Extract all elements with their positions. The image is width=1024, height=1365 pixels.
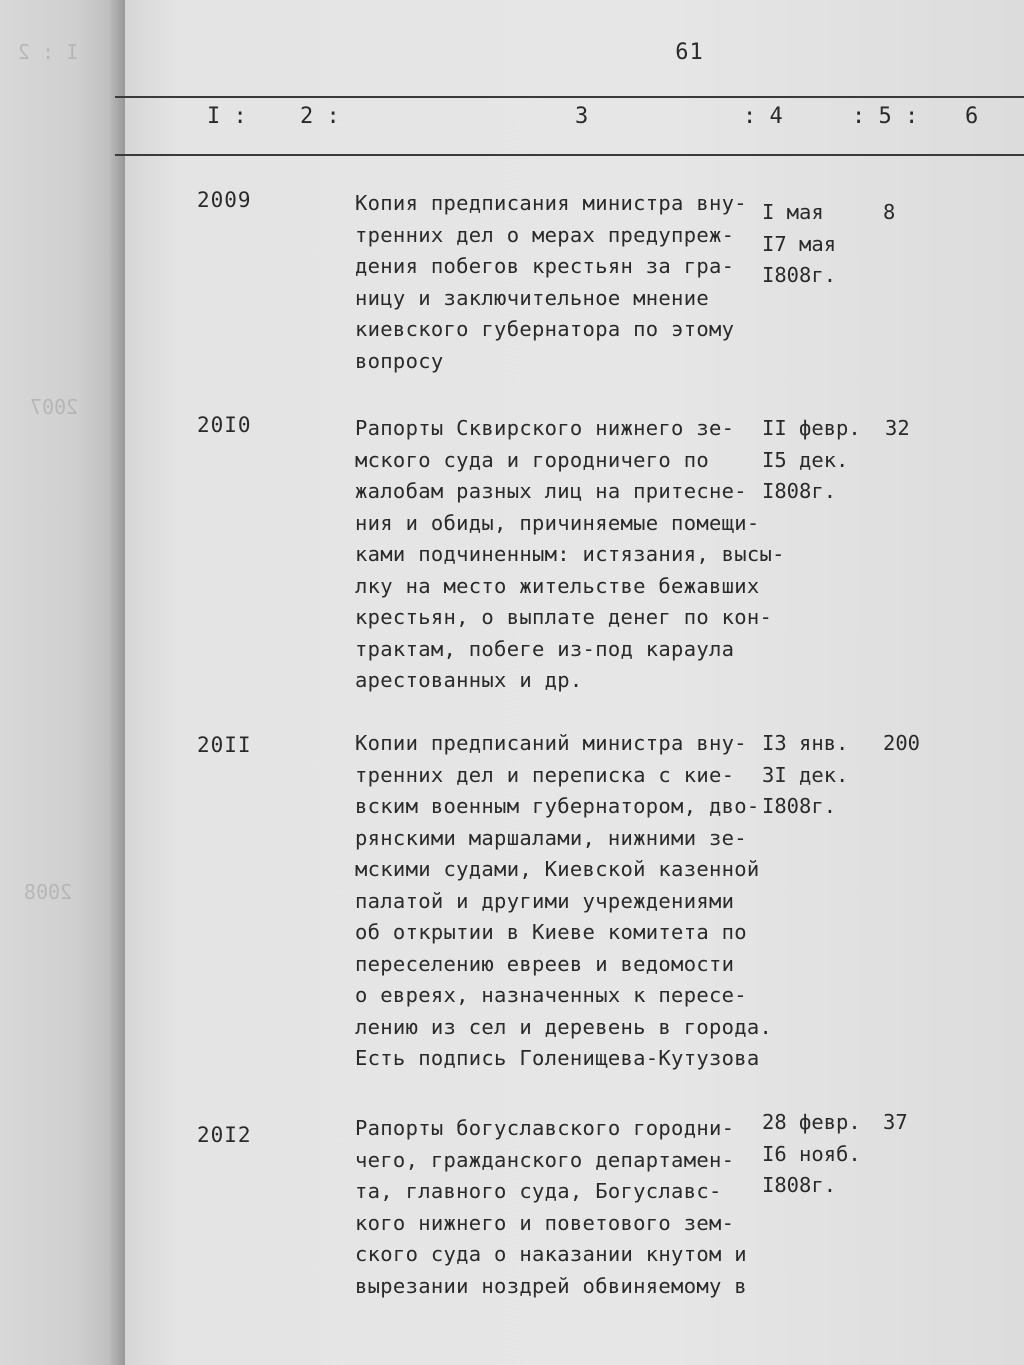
entry-description [355,188,775,377]
description-line: вопросу [355,348,444,373]
entry-sheet-count: 32 [885,416,910,440]
description-line: жалобам разных лиц на притесне- [355,479,747,503]
description-line: ницу и заключительное мнение [355,285,709,310]
description-line: об открытии в Киеве комитета по [355,920,747,944]
entry-sheet-count: 37 [883,1110,908,1134]
description-line: Рапорты Сквирского нижнего зе- [355,416,735,440]
header-rule-bottom [115,154,1024,156]
description-line: вским военным губернатором, дво- [355,794,760,818]
description-line: ками подчиненным: истязания, высы- [355,542,785,566]
date-line: I5 дек. [762,447,849,472]
description-line: ния и обиды, причиняемые помещи- [355,510,760,535]
description-line: мского суда и городничего по [355,447,709,472]
date-line: II февр. [762,416,861,440]
page-number: 61 [675,40,704,65]
entry-number: 20I0 [197,413,252,437]
description-line: та, главного суда, Богуславс- [355,1179,722,1203]
entry-description [355,728,775,1075]
facing-page-number-ghost: 2008 [24,880,73,904]
description-line: лению из сел и деревень в города. [355,1014,773,1039]
date-line: I мая [762,200,824,224]
description-line: крестьян, о выплате денег по кон- [355,605,773,629]
column-header-3: 3 [575,104,589,129]
date-line: I808г. [762,263,837,287]
date-line: I808г. [762,794,837,818]
description-line: ского суда о наказании кнутом и [355,1242,747,1266]
entry-dates [762,728,882,823]
date-line: I808г. [762,479,837,503]
description-line: киевского губернатора по этому [355,317,735,341]
date-line: I6 нояб. [762,1141,861,1166]
description-line: палатой и другими учреждениями [355,888,735,913]
description-line: вырезании ноздрей обвиняемому в [355,1273,747,1298]
date-line: I808г. [762,1173,837,1197]
description-line: кого нижнего и поветового зем- [355,1210,735,1235]
description-line: арестованных и др. [355,668,583,692]
description-line: переселению евреев и ведомости [355,951,735,976]
description-line: тренних дел и переписка с кие- [355,762,735,787]
description-line: Копия предписания министра вну- [355,191,747,215]
date-line: I3 янв. [762,731,849,755]
description-line: трактам, побеге из-под караула [355,636,735,661]
date-line: 3I дек. [762,762,849,787]
document-page [125,0,1024,1365]
entry-number: 20II [197,733,252,757]
column-header-2: 2 : [300,104,340,129]
description-line: дения побегов крестьян за гра- [355,254,735,278]
entry-dates [762,197,882,292]
entry-description [355,1113,775,1302]
column-header-6: 6 [965,104,979,129]
entry-number: 20I2 [197,1123,252,1147]
description-line: мскими судами, Киевской казенной [355,857,760,881]
column-header-5: : 5 : [852,104,919,129]
description-line: чего, гражданского департамен- [355,1147,735,1172]
entry-number: 2009 [197,188,252,212]
entry-dates [762,1107,882,1202]
entry-sheet-count: 200 [883,731,921,755]
header-rule-top [115,96,1024,98]
column-header-1: I : [207,104,247,129]
description-line: тренних дел о мерах предупреж- [355,222,735,247]
entry-dates [762,413,882,508]
description-line: о евреях, назначенных к пересе- [355,983,747,1007]
facing-page-number-ghost: 2007 [30,395,79,419]
entry-sheet-count: 8 [883,200,896,224]
description-line: Рапорты богуславского городни- [355,1116,735,1140]
date-line: I7 мая [762,231,837,256]
description-line: лку на место жительстве бежавших [355,573,760,598]
description-line: Есть подпись Голенищева-Кутузова [355,1046,760,1070]
description-line: Копии предписаний министра вну- [355,731,747,755]
date-line: 28 февр. [762,1110,861,1134]
facing-page-header-ghost: I : 2 [18,40,79,64]
entry-description [355,413,785,697]
description-line: рянскими маршалами, нижними зе- [355,825,747,850]
column-header-4: : 4 [743,104,783,129]
